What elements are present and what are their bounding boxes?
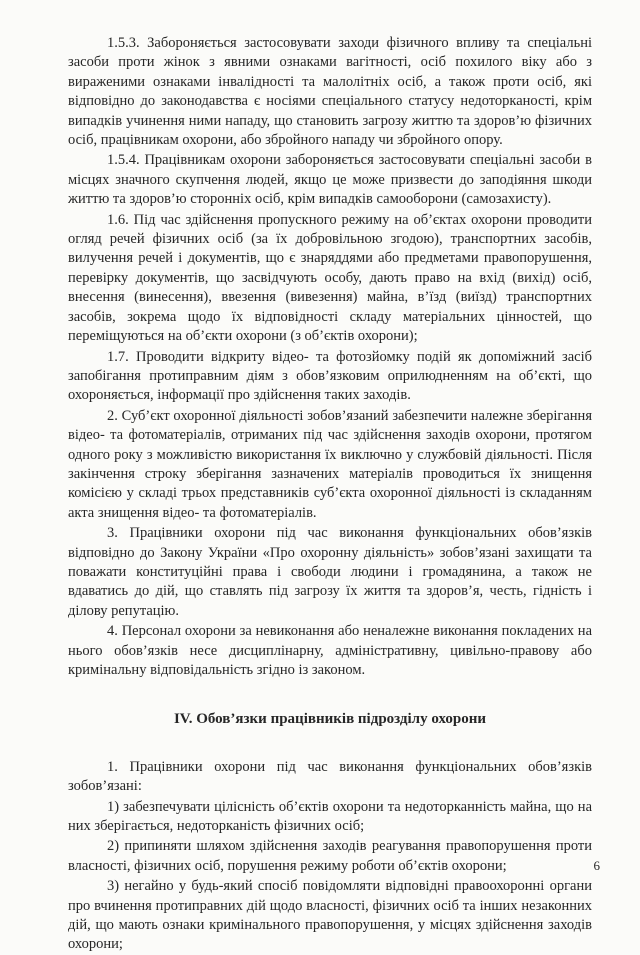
document-body — [68, 34, 592, 955]
list-item-1: 1) забезпечувати цілісність об’єктів охорони та недоторканність майна, що на них зберігається, недоторканість фізичних осіб; — [68, 798, 592, 835]
paragraph-iv-1: 1. Працівники охорони під час виконання функціональних обов’язків зобов’язані: — [68, 758, 592, 795]
paragraph-1-7: 1.7. Проводити відкриту відео- та фотозйомку подій як допоміжний засіб запобігання протиправним діям з обов’язковим оприлюдненням на об’єкті, що охороняється, інформації про здійснення таких заходів. — [68, 348, 592, 404]
paragraph-4: 4. Персонал охорони за невиконання або неналежне виконання покладених на нього обов’язків несе дисциплінарну, адміністративну, цивільно-правову або кримінальну відповідальність згідно із законом. — [68, 623, 592, 678]
page-number: 6 — [593, 858, 600, 873]
list-item-3: 3) негайно у будь-який спосіб повідомляти відповідні правоохоронні органи про вчинення протиправних дій щодо власності, фізичних осіб та інших незаконних дій, що мають ознаки кримінального правопорушення, у місцях здійснення заходів охорони; — [68, 878, 592, 953]
paragraph-1-5-3: 1.5.3. Забороняється застосовувати заходи фізичного впливу та спеціальні засоби проти жінок з явними ознаками вагітності, осіб похилого віку або з вираженими ознаками інвалідності та малолітніх осіб, а також проти осіб, які відповідно до законодавства є носіями спеціального статусу недоторканості, крім випадків учинення ними нападу, що становить загрозу життю та здоров’ю фізичних осіб, працівникам охорони, або збройного нападу чи збройного опору. — [68, 35, 592, 149]
paragraph-3: 3. Працівники охорони під час виконання функціональних обов’язків відповідно до Закону України «Про охоронну діяльність» зобов’язані захищати та поважати конституційні права і свободи людини і громадянина, а також не вдаватись до дій, що ставлять під загрозу їх життя та здоров’я, честь, гідність і ділову репутацію. — [68, 525, 592, 619]
section-heading: IV. Обов’язки працівників підрозділу охорони — [173, 711, 487, 728]
paragraph-2: 2. Суб’єкт охоронної діяльності зобов’язаний забезпечити належне зберігання відео- та фотоматеріалів, отриманих під час здійснення заходів охорони, протягом одного року з можливістю використання їх виключно у службовій діяльності. Після закінчення строку зберігання зазначених матеріалів проводиться їх знищення комісією у складі трьох представників суб’єкта охоронної діяльності із складанням акта знищення відео- та фотоматеріалів. — [68, 407, 592, 521]
paragraph-1-6: 1.6. Під час здійснення пропускного режиму на об’єктах охорони проводити огляд речей фізичних осіб (за їх добровільною згодою), транспортних засобів, вилучення речей і документів, що є знаряддями або предметами правопорушення, перевірку документів, що засвідчують особу, дають право на вхід (вихід) осіб, внесення (винесення), ввезення (вивезення) майна, в’їзд (виїзд) транспортних засобів, зокрема щодо їх відповідності складу матеріальних цінностей, що переміщуються на об’єкти охорони (з об’єктів охорони); — [68, 211, 592, 345]
list-item-2: 2) припиняти шляхом здійснення заходів реагування правопорушення проти власності, фізичних осіб, порушення режиму роботи об’єктів охорони; — [68, 838, 592, 874]
paragraph-1-5-4: 1.5.4. Працівникам охорони забороняється застосовувати спеціальні засоби в місцях значного скупчення людей, якщо це може призвести до заподіяння шкоди життю та здоров’ю сторонніх осіб, крім випадків самооборони (самозахисту). — [68, 152, 592, 208]
